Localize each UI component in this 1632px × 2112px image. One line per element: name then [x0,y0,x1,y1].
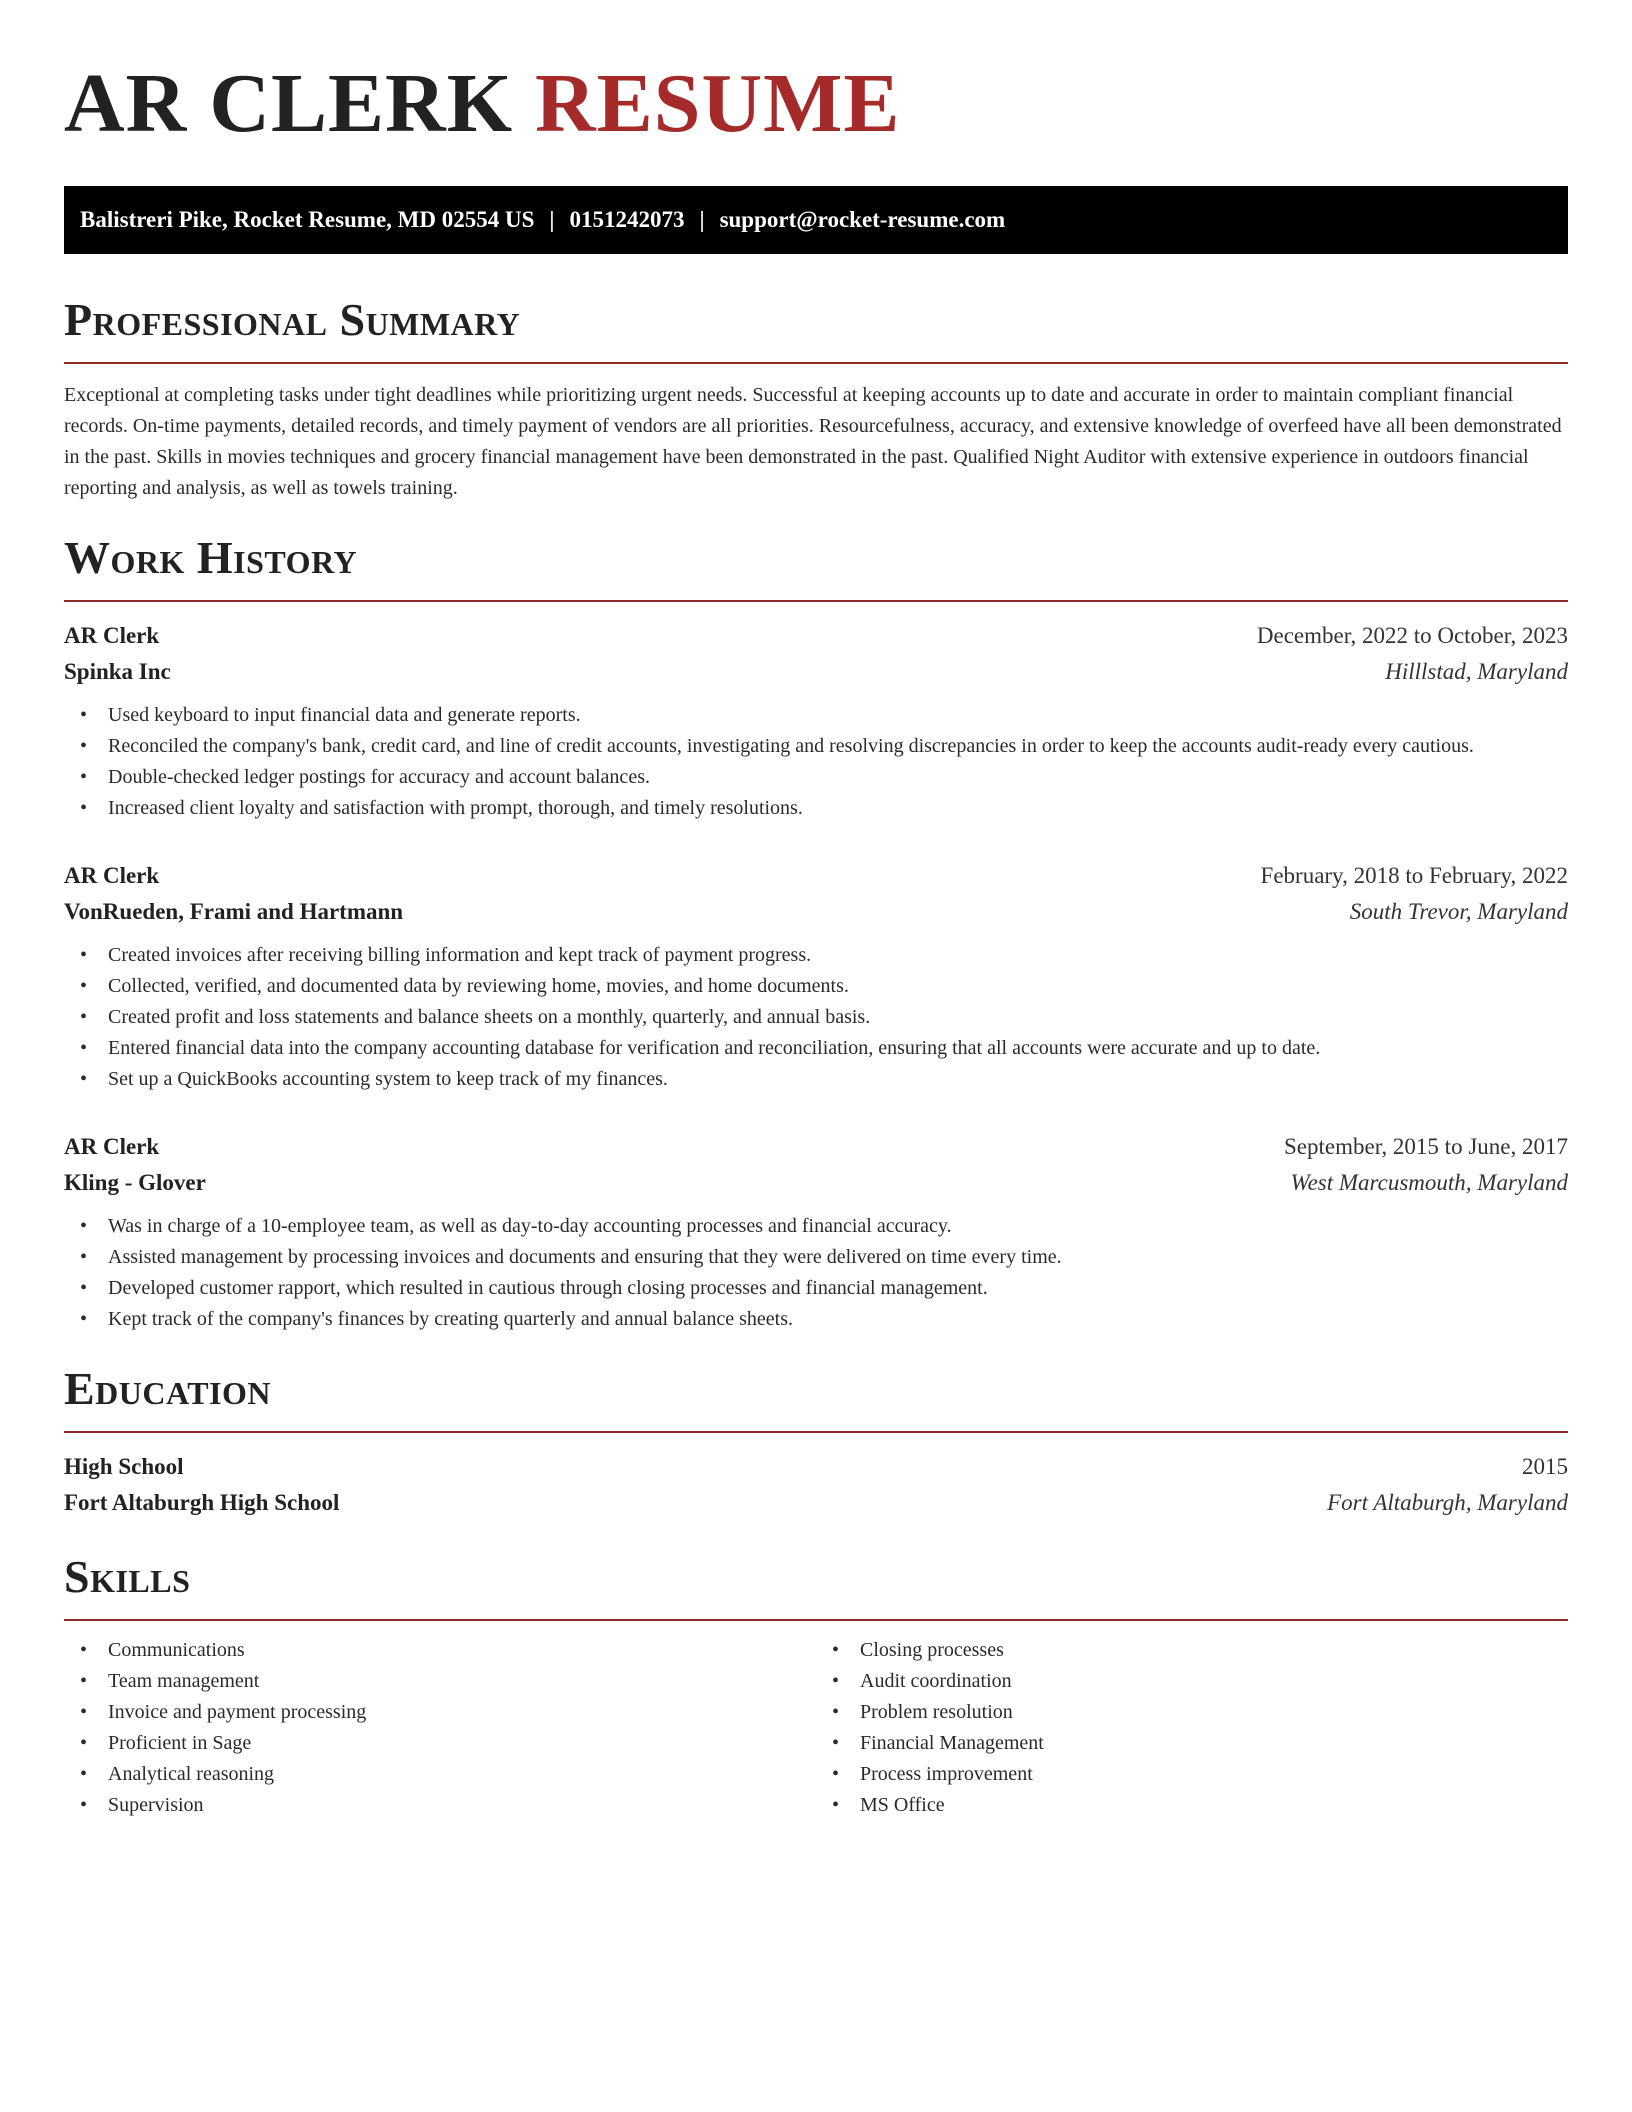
title-accent: RESUME [535,57,901,150]
section-divider [64,1431,1568,1433]
job-subheader-row [64,894,1568,930]
job-title: AR Clerk [64,863,160,888]
job-company: Kling - Glover [64,1170,206,1195]
education-year: 2015 [1522,1454,1568,1479]
job-entry [64,1129,1568,1335]
list-item: • Problem resolution [860,1697,1568,1728]
section-divider [64,600,1568,602]
contact-separator: | [699,207,705,232]
work-history-section [64,532,1568,1335]
education-subheader-row [64,1485,1568,1521]
list-item: • Supervision [108,1790,816,1821]
skills-list-left [64,1635,816,1821]
skills-grid [64,1635,1568,1821]
summary-text: Exceptional at completing tasks under tight deadlines while prioritizing urgent needs. Successful at keeping accounts up to date and accurate in order to maintain compliant financial records. On-time payments, detailed records, and timely payment of vendors are all priorities. Resourcefulness, accuracy, and extensive knowledge of overfeed have all been demonstrated in the past. Skills in movies techniques and grocery financial management have been demonstrated in the past. Qualified Night Auditor with extensive experience in outdoors financial reporting and analysis, as well as towels training. [64,384,1562,499]
list-item: • Analytical reasoning [108,1759,816,1790]
list-item: • Increased client loyalty and satisfaction with prompt, thorough, and timely resolutions. [108,793,1568,824]
job-entry [64,858,1568,1095]
job-bullets [64,1211,1568,1335]
resume-title [64,56,1568,152]
list-item: • Closing processes [860,1635,1568,1666]
job-title: AR Clerk [64,623,160,648]
job-header-row [64,858,1568,894]
contact-phone: 0151242073 [569,207,685,232]
education-location: Fort Altaburgh, Maryland [1327,1490,1568,1515]
job-dates: September, 2015 to June, 2017 [1284,1134,1568,1159]
job-header-row [64,1129,1568,1165]
list-item: • Collected, verified, and documented data by reviewing home, movies, and home documents. [108,971,1568,1002]
section-heading-summary: Professional Summary [64,294,521,345]
job-dates: December, 2022 to October, 2023 [1256,623,1568,648]
job-location: South Trevor, Maryland [1349,899,1568,924]
list-item: • Assisted management by processing invoices and documents and ensuring that they were delivered on time every time. [108,1242,1568,1273]
list-item: • Developed customer rapport, which resulted in cautious through closing processes and financial management. [108,1273,1568,1304]
job-company: VonRueden, Frami and Hartmann [64,899,404,924]
education-degree: High School [64,1454,184,1479]
job-dates: February, 2018 to February, 2022 [1260,863,1568,888]
list-item: • Process improvement [860,1759,1568,1790]
education-header-row [64,1449,1568,1485]
list-item: • Financial Management [860,1728,1568,1759]
job-location: Hilllstad, Maryland [1385,659,1568,684]
list-item: • MS Office [860,1790,1568,1821]
contact-email: support@rocket-resume.com [719,207,1006,232]
job-bullets [64,700,1568,824]
list-item: • Was in charge of a 10-employee team, as well as day-to-day accounting processes and financial accuracy. [108,1211,1568,1242]
contact-separator: | [549,207,555,232]
section-divider [64,1619,1568,1621]
list-item: • Reconciled the company's bank, credit card, and line of credit accounts, investigating and resolving discrepancies in order to keep the accounts audit-ready every cautious. [108,731,1568,762]
list-item: • Proficient in Sage [108,1728,816,1759]
list-item: • Double-checked ledger postings for accuracy and account balances. [108,762,1568,793]
list-item: • Created profit and loss statements and balance sheets on a monthly, quarterly, and annual basis. [108,1002,1568,1033]
list-item: • Communications [108,1635,816,1666]
job-location: West Marcusmouth, Maryland [1290,1170,1568,1195]
job-header-row [64,618,1568,654]
skills-section [64,1551,1568,1821]
job-bullets [64,940,1568,1095]
education-section [64,1363,1568,1521]
list-item: • Audit coordination [860,1666,1568,1697]
list-item: • Team management [108,1666,816,1697]
job-subheader-row [64,654,1568,690]
title-main: AR CLERK [64,57,514,150]
job-subheader-row [64,1165,1568,1201]
job-title: AR Clerk [64,1134,160,1159]
education-school: Fort Altaburgh High School [64,1490,340,1515]
section-heading-skills: Skills [64,1551,191,1602]
section-heading-work: Work History [64,532,358,583]
section-heading-education: Education [64,1363,272,1414]
contact-address: Balistreri Pike, Rocket Resume, MD 02554 US [80,207,535,232]
section-divider [64,362,1568,364]
list-item: • Invoice and payment processing [108,1697,816,1728]
list-item: • Set up a QuickBooks accounting system to keep track of my finances. [108,1064,1568,1095]
list-item: • Kept track of the company's finances by creating quarterly and annual balance sheets. [108,1304,1568,1335]
list-item: • Used keyboard to input financial data and generate reports. [108,700,1568,731]
job-entry [64,618,1568,824]
list-item: • Entered financial data into the company accounting database for verification and reconciliation, ensuring that all accounts were accurate and up to date. [108,1033,1568,1064]
job-company: Spinka Inc [64,659,171,684]
skills-list-right [816,1635,1568,1821]
list-item: • Created invoices after receiving billing information and kept track of payment progress. [108,940,1568,971]
contact-bar [64,186,1568,254]
education-entry [64,1449,1568,1521]
summary-section [64,294,1568,504]
